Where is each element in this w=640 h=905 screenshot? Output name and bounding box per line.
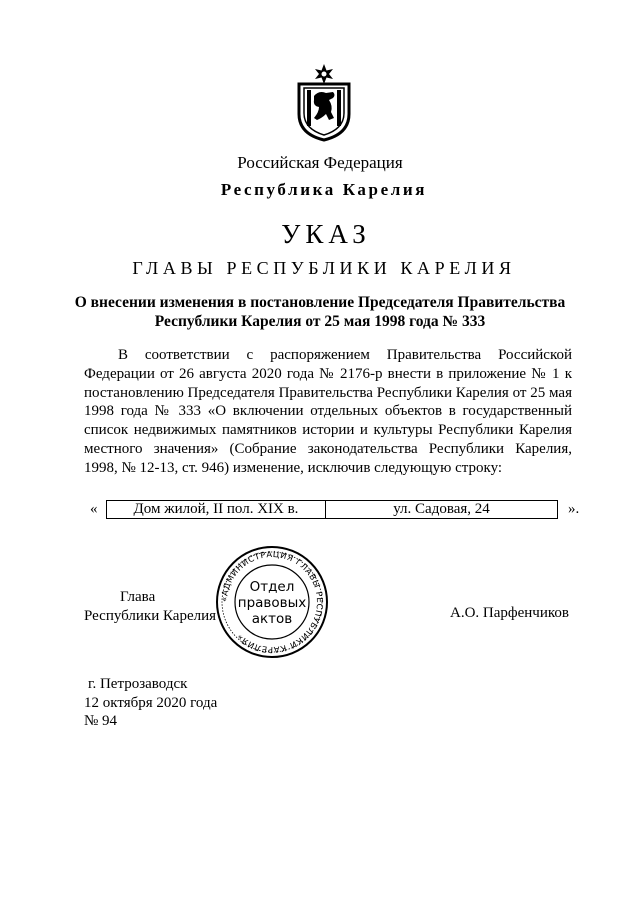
footer-date: 12 октября 2020 года xyxy=(84,694,218,711)
country-name: Российская Федерация xyxy=(237,153,403,172)
subject-line-1: О внесении изменения в постановление Председателя Правительства xyxy=(74,294,566,311)
object-cell: Дом жилой, II пол. XIX в. xyxy=(107,501,326,519)
signatory-title xyxy=(84,588,216,626)
stamp-ring-text: «АДМИНИСТРАЦИЯ ГЛАВЫ РЕСПУБЛИКИ КАРЕЛИЯ» xyxy=(218,548,326,656)
stamp-line-3: актов xyxy=(251,611,293,627)
subject-line-2: Республики Карелия от 25 мая 1998 года № 333 xyxy=(154,313,486,330)
open-quote: « xyxy=(90,501,98,517)
signatory-title-line-1: Глава xyxy=(120,589,156,605)
republic-name: Республика Карелия xyxy=(220,180,428,199)
document-footer xyxy=(84,675,217,731)
document-subject xyxy=(0,293,640,331)
stamp-line-2: правовых xyxy=(237,595,307,611)
address-cell: ул. Садовая, 24 xyxy=(326,501,558,519)
table-row xyxy=(107,501,558,519)
signatory-name: А.О. Парфенчиков xyxy=(450,605,569,621)
footer-city: г. Петрозаводск xyxy=(88,676,188,692)
body-paragraph: В соответствии с распоряжением Правительства Российской Федерации от 26 августа 2020 года № 2176-р внести в приложение № 1 к постановлению Председателя Правительства Республики Карелия от 25 мая 1998 года № 333 «О включении отдельных объектов в государственный список недвижимых памятников истории и культуры Республики Карелия местного значения» (Собрание законодательства Республики Карелия, 1998, № 12-13, ст. 946) изменение, исключив следующую строку: xyxy=(84,347,572,476)
close-quote: ». xyxy=(568,501,580,517)
excluded-row xyxy=(84,500,584,520)
document-type: УКАЗ xyxy=(281,219,371,249)
coat-of-arms-emblem xyxy=(295,62,353,142)
stamp-seal xyxy=(215,545,329,659)
footer-number: № 94 xyxy=(84,713,118,729)
issuer-title: ГЛАВЫ РЕСПУБЛИКИ КАРЕЛИЯ xyxy=(132,258,516,278)
signatory-title-line-2: Республики Карелия xyxy=(84,608,217,624)
excluded-row-table xyxy=(106,500,558,519)
stamp-line-1: Отдел xyxy=(249,579,295,595)
